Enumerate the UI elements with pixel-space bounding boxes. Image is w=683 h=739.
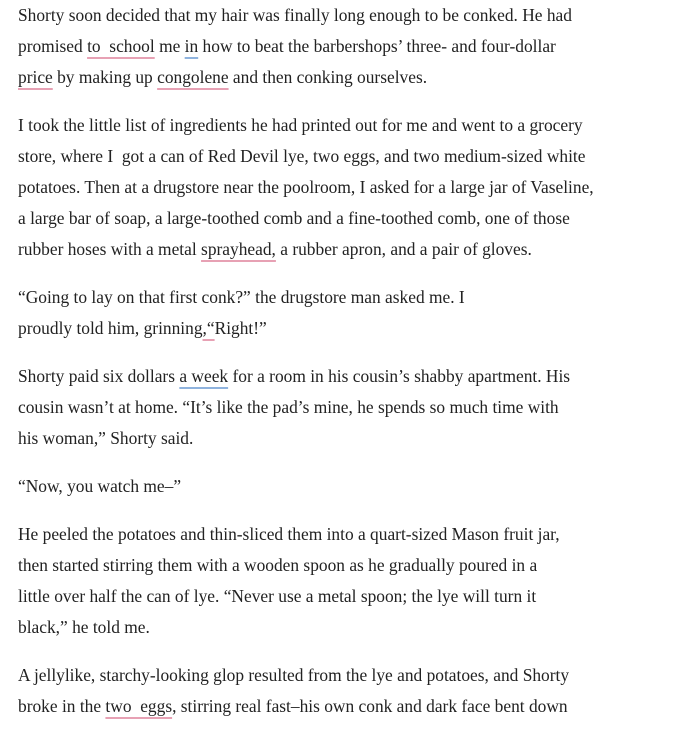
text-line xyxy=(18,141,658,172)
spelling-flag[interactable]: sprayhead, xyxy=(201,239,276,259)
text-line xyxy=(18,581,658,612)
text-segment: Right!” xyxy=(214,318,267,338)
text-segment: “Now, you watch me–” xyxy=(18,476,182,496)
text-line xyxy=(18,234,658,265)
text-line xyxy=(18,691,658,722)
text-line xyxy=(18,0,658,31)
paragraph xyxy=(18,110,658,265)
text-line xyxy=(18,172,658,203)
text-line xyxy=(18,471,658,502)
text-segment: and then conking ourselves. xyxy=(228,67,428,87)
text-segment: little over half the can of lye. “Never use a metal spoon; the lye will turn it xyxy=(18,586,537,606)
text-segment: for a room in his cousin’s shabby apartment. His xyxy=(228,366,571,386)
text-segment: then started stirring them with a wooden spoon as he gradually poured in a xyxy=(18,555,538,575)
text-segment: store, where I got a can of Red Devil lye, two eggs, and two medium-sized white xyxy=(18,146,586,166)
text-line xyxy=(18,519,658,550)
text-line xyxy=(18,612,658,643)
spelling-flag[interactable]: two eggs xyxy=(105,696,173,716)
text-line xyxy=(18,361,658,392)
text-segment: A jellylike, starchy-looking glop resulted from the lye and potatoes, and Shorty xyxy=(18,665,570,685)
paragraph xyxy=(18,471,658,502)
text-segment: how to beat the barbershops’ three- and four-dollar xyxy=(198,36,556,56)
paragraph xyxy=(18,660,658,722)
paragraph xyxy=(18,519,658,643)
text-segment: , stirring real fast–his own conk and dark face bent down xyxy=(172,696,568,716)
text-segment: his woman,” Shorty said. xyxy=(18,428,194,448)
document-body xyxy=(18,0,658,739)
spelling-flag[interactable]: to school xyxy=(87,36,155,56)
spelling-flag[interactable]: price xyxy=(18,67,53,87)
text-line xyxy=(18,110,658,141)
text-segment: He peeled the potatoes and thin-sliced them into a quart-sized Mason fruit jar, xyxy=(18,524,560,544)
text-segment: proudly told him, grinning xyxy=(18,318,203,338)
text-segment: promised xyxy=(18,36,88,56)
text-line xyxy=(18,392,658,423)
text-segment: Shorty soon decided that my hair was finally long enough to be conked. He had xyxy=(18,5,572,25)
text-segment: me xyxy=(154,36,185,56)
spelling-flag[interactable]: ,“ xyxy=(202,318,215,338)
text-segment: I took the little list of ingredients he had printed out for me and went to a grocery xyxy=(18,115,583,135)
text-line xyxy=(18,660,658,691)
text-line xyxy=(18,282,658,313)
text-line xyxy=(18,203,658,234)
text-segment: “Going to lay on that first conk?” the drugstore man asked me. I xyxy=(18,287,465,307)
text-segment: broke in the xyxy=(18,696,106,716)
text-segment: Shorty paid six dollars xyxy=(18,366,180,386)
paragraph xyxy=(18,282,658,344)
text-line xyxy=(18,62,658,93)
grammar-flag[interactable]: a week xyxy=(179,366,229,386)
text-segment: a rubber apron, and a pair of gloves. xyxy=(275,239,532,259)
spelling-flag[interactable]: congolene xyxy=(157,67,229,87)
text-line xyxy=(18,550,658,581)
text-line xyxy=(18,313,658,344)
text-segment: by making up xyxy=(52,67,158,87)
paragraph xyxy=(18,361,658,454)
text-segment: rubber hoses with a metal xyxy=(18,239,202,259)
text-segment: black,” he told me. xyxy=(18,617,150,637)
text-segment: cousin wasn’t at home. “It’s like the pad’s mine, he spends so much time with xyxy=(18,397,559,417)
text-segment: potatoes. Then at a drugstore near the poolroom, I asked for a large jar of Vaseline, xyxy=(18,177,594,197)
grammar-flag[interactable]: in xyxy=(184,36,199,56)
text-segment: a large bar of soap, a large-toothed comb and a fine-toothed comb, one of those xyxy=(18,208,570,228)
paragraph xyxy=(18,0,658,93)
text-line xyxy=(18,423,658,454)
text-line xyxy=(18,31,658,62)
